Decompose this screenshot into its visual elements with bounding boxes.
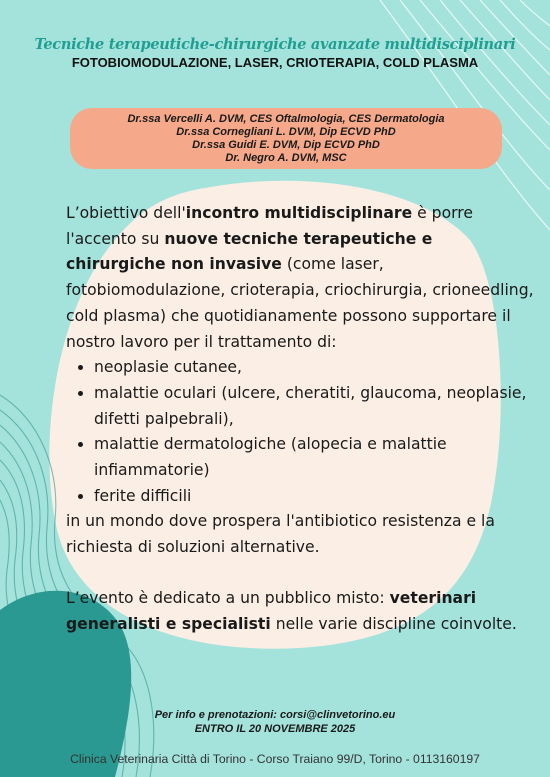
contact-line: Per info e prenotazioni: corsi@clinvetorino.eu: [154, 709, 396, 721]
info-block: [60, 708, 490, 736]
list-item: • neoplasie cutanee,: [94, 355, 536, 381]
footer-address: Clinica Veterinaria Città di Torino - Corso Traiano 99/D, Torino - 0113160197: [70, 752, 480, 766]
audience-paragraph: L’evento è dedicato a un pubblico misto: veterinari generalisti e specialisti nelle varie discipline coinvolte.: [66, 588, 517, 633]
event-subtitle: Tecniche terapeutiche-chirurgiche avanzate multidisciplinari: [34, 36, 516, 53]
list-item: • malattie oculari (ulcere, cheratiti, glaucoma, neoplasie, difetti palpebrali),: [94, 381, 536, 432]
author-line: Dr.ssa Guidi E. DVM, Dip ECVD PhD: [192, 138, 380, 151]
author-line: Dr.ssa Cornegliani L. DVM, Dip ECVD PhD: [176, 125, 396, 138]
authors-box: [70, 108, 502, 169]
intro-paragraph: L’obiettivo dell'incontro multidisciplinare è porre l'accento su nuove tecniche terapeutiche e chirurgiche non invasive (come laser, fotobiomodulazione, crioterapia, criochirurgia, crioneedling, cold plasma) che quotidianamente possono supportare il nostro lavoro per il trattamento di:: [66, 204, 534, 351]
body-text: [66, 201, 536, 637]
event-title: FOTOBIOMODULAZIONE, LASER, CRIOTERAPIA, COLD PLASMA: [71, 55, 479, 70]
author-line: Dr. Negro A. DVM, MSC: [225, 151, 347, 164]
treatment-list: [66, 355, 536, 509]
list-item: • malattie dermatologiche (alopecia e malattie infiammatorie): [94, 432, 536, 483]
deadline-line: ENTRO IL 20 NOVEMBRE 2025: [194, 723, 356, 735]
list-item: • ferite difficili: [94, 484, 536, 510]
context-paragraph: in un mondo dove prospera l'antibiotico resistenza e la richiesta di soluzioni alternative.: [66, 512, 495, 557]
author-line: Dr.ssa Vercelli A. DVM, CES Oftalmologia, CES Dermatologia: [127, 112, 445, 125]
